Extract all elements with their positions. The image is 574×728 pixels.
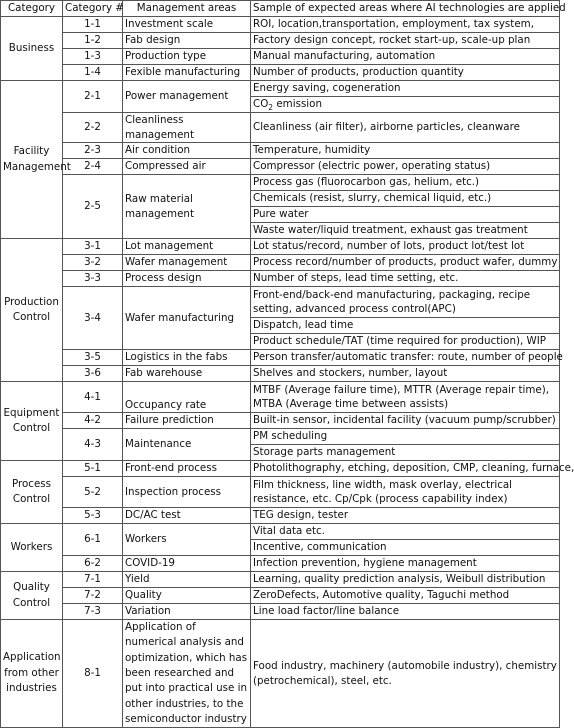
sample-area: Learning, quality prediction analysis, Weibull distribution — [251, 572, 560, 588]
management-area: Compressed air — [123, 159, 251, 175]
table-row — [1, 287, 560, 318]
category-number: 3-3 — [63, 271, 123, 287]
sample-area: Line load factor/line balance — [251, 604, 560, 620]
header-sample-areas: Sample of expected areas where AI technologies are applied — [251, 1, 560, 17]
management-area: Process design — [123, 271, 251, 287]
table-row — [1, 413, 560, 429]
header-management-areas: Management areas — [123, 1, 251, 17]
category-equipment-control: Equipment Control — [1, 382, 63, 461]
table-row — [1, 17, 560, 33]
table-row — [1, 429, 560, 445]
sample-area: ZeroDefects, Automotive quality, Taguchi method — [251, 588, 560, 604]
category-number: 5-3 — [63, 508, 123, 524]
sample-area: Number of steps, lead time setting, etc. — [251, 271, 560, 287]
management-area: DC/AC test — [123, 508, 251, 524]
table-row — [1, 81, 560, 97]
sample-area: Waste water/liquid treatment, exhaust gas treatment — [251, 223, 560, 239]
category-process-control: Process Control — [1, 461, 63, 524]
category-number: 7-3 — [63, 604, 123, 620]
table-row — [1, 175, 560, 191]
category-number: 1-3 — [63, 49, 123, 65]
table-row — [1, 143, 560, 159]
category-application-from-other-industries: Application from other industries — [1, 620, 63, 728]
table-row — [1, 350, 560, 366]
management-area: Wafer manufacturing — [123, 287, 251, 350]
table-row — [1, 271, 560, 287]
category-number: 3-6 — [63, 366, 123, 382]
sample-area: Pure water — [251, 207, 560, 223]
table-row — [1, 556, 560, 572]
sample-area: Built-in sensor, incidental facility (vacuum pump/scrubber) — [251, 413, 560, 429]
category-number: 3-4 — [63, 287, 123, 350]
table-row — [1, 113, 560, 143]
category-number: 3-5 — [63, 350, 123, 366]
category-business: Business — [1, 17, 63, 81]
management-area: Air condition — [123, 143, 251, 159]
category-workers: Workers — [1, 524, 63, 572]
sample-area: Compressor (electric power, operating status) — [251, 159, 560, 175]
sample-area: Product schedule/TAT (time required for production), WIP — [251, 334, 560, 350]
management-area: Power management — [123, 81, 251, 113]
sample-area: Infection prevention, hygiene management — [251, 556, 560, 572]
table-row — [1, 159, 560, 175]
management-area: Yield — [123, 572, 251, 588]
sample-area: MTBF (Average failure time), MTTR (Average repair time), MTBA (Average time between assists) — [251, 382, 560, 413]
table-row — [1, 508, 560, 524]
sample-area: Person transfer/automatic transfer: route, number of people — [251, 350, 560, 366]
sample-area: Energy saving, cogeneration — [251, 81, 560, 97]
management-area: Lot management — [123, 239, 251, 255]
table-row — [1, 588, 560, 604]
table-row — [1, 477, 560, 508]
management-area: Production type — [123, 49, 251, 65]
sample-area: PM scheduling — [251, 429, 560, 445]
table-row — [1, 49, 560, 65]
sample-area: Incentive, communication — [251, 540, 560, 556]
sample-area: ROI, location,transportation, employment, tax system, — [251, 17, 560, 33]
table-row — [1, 604, 560, 620]
category-facility-management: Facility Management — [1, 81, 63, 239]
sample-area: Storage parts management — [251, 445, 560, 461]
category-number: 2-1 — [63, 81, 123, 113]
management-area: Fexible manufacturing — [123, 65, 251, 81]
co2-emission-text: $CO_2$ emission — [253, 98, 322, 113]
table-row — [1, 461, 560, 477]
category-number: 3-1 — [63, 239, 123, 255]
category-number: 3-2 — [63, 255, 123, 271]
category-number: 4-1 — [63, 382, 123, 413]
management-area: Application of numerical analysis and optimization, which has been researched and put into practical use in other industries, to the semiconductor industry — [123, 620, 251, 728]
header-row — [1, 1, 560, 17]
sample-area: Manual manufacturing, automation — [251, 49, 560, 65]
sample-area: Shelves and stockers, number, layout — [251, 366, 560, 382]
management-area: Wafer management — [123, 255, 251, 271]
table-row — [1, 239, 560, 255]
management-area: Raw material management — [123, 175, 251, 239]
sample-area: TEG design, tester — [251, 508, 560, 524]
category-number: 6-2 — [63, 556, 123, 572]
table-row — [1, 65, 560, 81]
table-row — [1, 524, 560, 540]
category-number: 6-1 — [63, 524, 123, 556]
sample-area: Factory design concept, rocket start-up, scale-up plan — [251, 33, 560, 49]
management-area: COVID-19 — [123, 556, 251, 572]
sample-area: Number of products, production quantity — [251, 65, 560, 81]
category-number: 4-2 — [63, 413, 123, 429]
management-area: Cleanliness management — [123, 113, 251, 143]
management-area: Logistics in the fabs — [123, 350, 251, 366]
sample-area: Front-end/back-end manufacturing, packaging, recipe setting, advanced process control(APC) — [251, 287, 560, 318]
category-number: 1-1 — [63, 17, 123, 33]
table-row — [1, 33, 560, 49]
management-area: Workers — [123, 524, 251, 556]
category-number: 2-4 — [63, 159, 123, 175]
category-number: 2-3 — [63, 143, 123, 159]
category-number: 2-5 — [63, 175, 123, 239]
category-number: 8-1 — [63, 620, 123, 728]
sample-area: Dispatch, lead time — [251, 318, 560, 334]
header-category-number: Category # — [63, 1, 123, 17]
table-row — [1, 255, 560, 271]
management-area: Fab design — [123, 33, 251, 49]
table-row — [1, 366, 560, 382]
sample-area: Vital data etc. — [251, 524, 560, 540]
sample-area: Process gas (fluorocarbon gas, helium, etc.) — [251, 175, 560, 191]
sample-area: Chemicals (resist, slurry, chemical liquid, etc.) — [251, 191, 560, 207]
management-area: Quality — [123, 588, 251, 604]
sample-area: Film thickness, line width, mask overlay, electrical resistance, etc. Cp/Cpk (process capability index) — [251, 477, 560, 508]
management-area: Investment scale — [123, 17, 251, 33]
management-area: Variation — [123, 604, 251, 620]
sample-area: Photolithography, etching, deposition, CMP, cleaning, furnace, — [251, 461, 560, 477]
table-row — [1, 620, 560, 728]
category-number: 5-2 — [63, 477, 123, 508]
management-area: Maintenance — [123, 429, 251, 461]
category-number: 7-2 — [63, 588, 123, 604]
category-number: 4-3 — [63, 429, 123, 461]
header-category: Category — [1, 1, 63, 17]
table-row — [1, 572, 560, 588]
management-area: Fab warehouse — [123, 366, 251, 382]
sample-area: Cleanliness (air filter), airborne particles, cleanware — [251, 113, 560, 143]
sample-area-co2 — [251, 97, 560, 113]
management-area: Front-end process — [123, 461, 251, 477]
sample-area: Process record/number of products, product wafer, dummy — [251, 255, 560, 271]
category-number: 1-2 — [63, 33, 123, 49]
category-production-control: Production Control — [1, 239, 63, 382]
sample-area: Temperature, humidity — [251, 143, 560, 159]
sample-area: Food industry, machinery (automobile industry), chemistry (petrochemical), steel, etc. — [251, 620, 560, 728]
table-row — [1, 382, 560, 413]
category-number: 7-1 — [63, 572, 123, 588]
category-number: 2-2 — [63, 113, 123, 143]
category-quality-control: Quality Control — [1, 572, 63, 620]
sample-area: Lot status/record, number of lots, product lot/test lot — [251, 239, 560, 255]
management-area: Failure prediction — [123, 413, 251, 429]
management-area: Inspection process — [123, 477, 251, 508]
management-area: Occupancy rate — [123, 382, 251, 413]
category-number: 1-4 — [63, 65, 123, 81]
category-number: 5-1 — [63, 461, 123, 477]
